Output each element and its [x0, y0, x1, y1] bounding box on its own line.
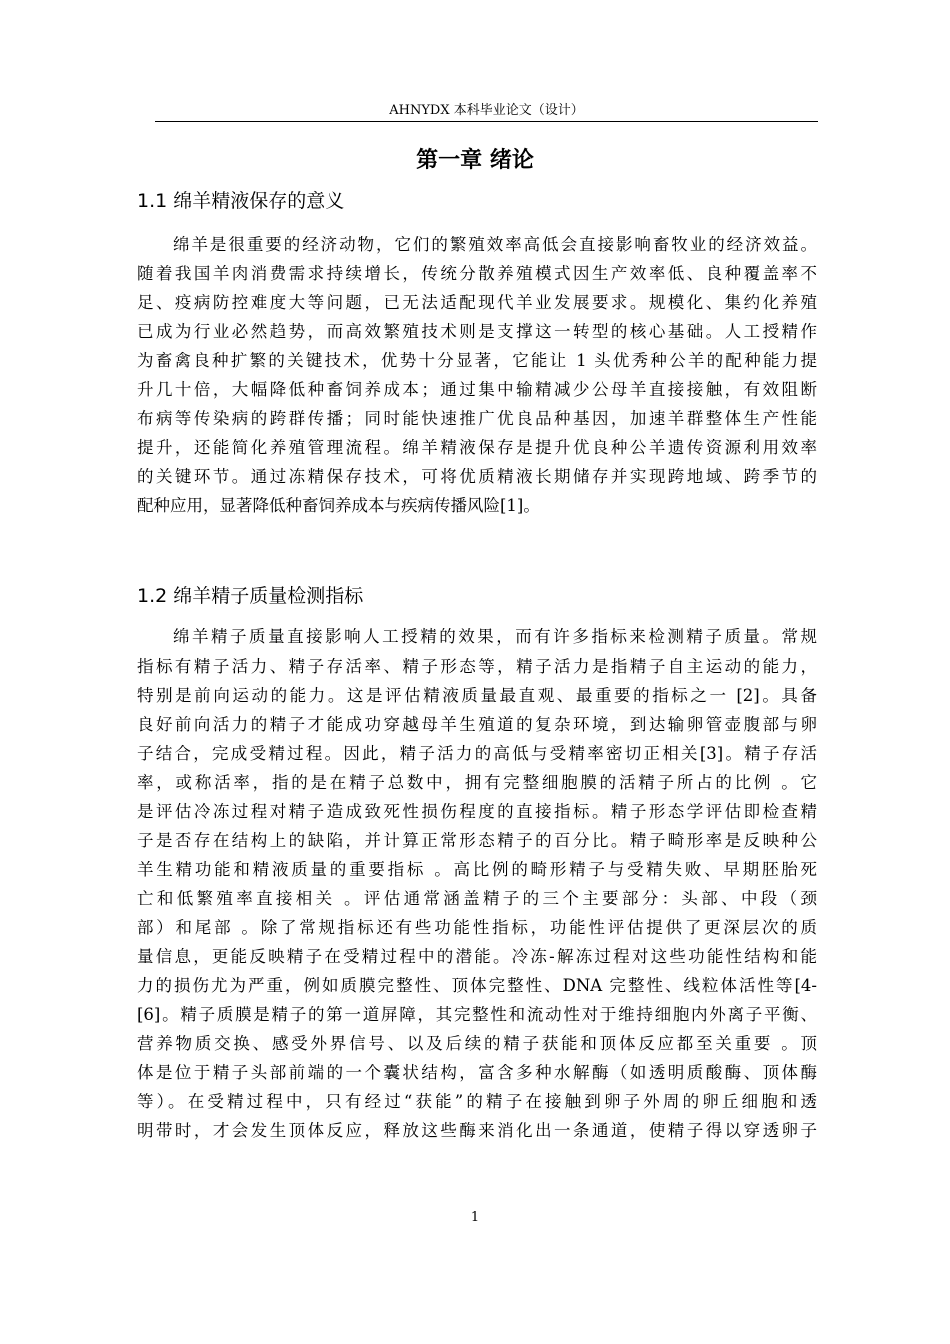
paragraph-line: 随着我国羊肉消费需求持续增长，传统分散养殖模式因生产效率低、良种覆盖率不 [137, 264, 817, 283]
paragraph-line: 布病等传染病的跨群传播；同时能快速推广优良品种基因，加速羊群整体生产性能 [137, 409, 817, 428]
section-heading-1-1: 1.1 绵羊精液保存的意义 [137, 190, 345, 212]
paragraph-line: 体是位于精子头部前端的一个囊状结构，富含多种水解酶（如透明质酸酶、顶体酶 [137, 1063, 817, 1082]
paragraph-line: 绵羊精子质量直接影响人工授精的效果，而有许多指标来检测精子质量。常规 [173, 627, 817, 646]
paragraph-line: 率，或称活率，指的是在精子总数中，拥有完整细胞膜的活精子所占的比例 。它 [137, 773, 817, 792]
paragraph-line: 子是否存在结构上的缺陷，并计算正常形态精子的百分比。精子畸形率是反映种公 [137, 831, 817, 850]
paragraph-line: 已成为行业必然趋势，而高效繁殖技术则是支撑这一转型的核心基础。人工授精作 [137, 322, 817, 341]
paragraph-line: 力的损伤尤为严重，例如质膜完整性、顶体完整性、DNA 完整性、线粒体活性等[4- [137, 976, 817, 995]
paragraph-line: 升几十倍，大幅降低种畜饲养成本；通过集中输精减少公母羊直接接触，有效阻断 [137, 380, 817, 399]
paragraph-line: 等）。在受精过程中，只有经过“获能”的精子在接触到卵子外周的卵丘细胞和透 [137, 1092, 817, 1111]
paragraph-line: 指标有精子活力、精子存活率、精子形态等，精子活力是指精子自主运动的能力， [137, 657, 817, 676]
paragraph-line: 量信息，更能反映精子在受精过程中的潜能。冷冻-解冻过程对这些功能性结构和能 [137, 947, 817, 966]
paragraph-line: 良好前向活力的精子才能成功穿越母羊生殖道的复杂环境，到达输卵管壶腹部与卵 [137, 715, 817, 734]
paragraph-line: 的关键环节。通过冻精保存技术，可将优质精液长期储存并实现跨地域、跨季节的 [137, 467, 817, 486]
paragraph-line: 足、疫病防控难度大等问题，已无法适配现代羊业发展要求。规模化、集约化养殖 [137, 293, 817, 312]
paragraph-line: 绵羊是很重要的经济动物，它们的繁殖效率高低会直接影响畜牧业的经济效益。 [173, 235, 817, 254]
paragraph-line: [6]。精子质膜是精子的第一道屏障，其完整性和流动性对于维持细胞内外离子平衡、 [137, 1005, 817, 1024]
page-header: AHNYDX 本科毕业论文（设计） [155, 103, 818, 122]
paragraph-line: 部）和尾部 。除了常规指标还有些功能性指标，功能性评估提供了更深层次的质 [137, 918, 817, 937]
page-number: 1 [470, 1210, 480, 1225]
paragraph-line: 特别是前向运动的能力。这是评估精液质量最直观、最重要的指标之一 [2]。具备 [137, 686, 817, 705]
section-heading-1-2: 1.2 绵羊精子质量检测指标 [137, 585, 364, 607]
chapter-title: 第一章 绪论 [416, 148, 534, 173]
paragraph-line: 营养物质交换、感受外界信号、以及后续的精子获能和顶体反应都至关重要 。顶 [137, 1034, 817, 1053]
paragraph-line: 是评估冷冻过程对精子造成致死性损伤程度的直接指标。精子形态学评估即检查精 [137, 802, 817, 821]
paragraph-line: 亡和低繁殖率直接相关 。评估通常涵盖精子的三个主要部分：头部、中段（颈 [137, 889, 817, 908]
paragraph-line: 羊生精功能和精液质量的重要指标 。高比例的畸形精子与受精失败、早期胚胎死 [137, 860, 817, 879]
paragraph-line: 明带时，才会发生顶体反应，释放这些酶来消化出一条通道，使精子得以穿透卵子 [137, 1121, 817, 1140]
paragraph-line: 为畜禽良种扩繁的关键技术，优势十分显著，它能让 1 头优秀种公羊的配种能力提 [137, 351, 817, 370]
paragraph-line: 提升，还能简化养殖管理流程。绵羊精液保存是提升优良种公羊遗传资源利用效率 [137, 438, 817, 457]
paragraph-line: 配种应用，显著降低种畜饲养成本与疾病传播风险[1]。 [137, 496, 540, 515]
paragraph-line: 子结合，完成受精过程。因此，精子活力的高低与受精率密切正相关[3]。精子存活 [137, 744, 817, 763]
